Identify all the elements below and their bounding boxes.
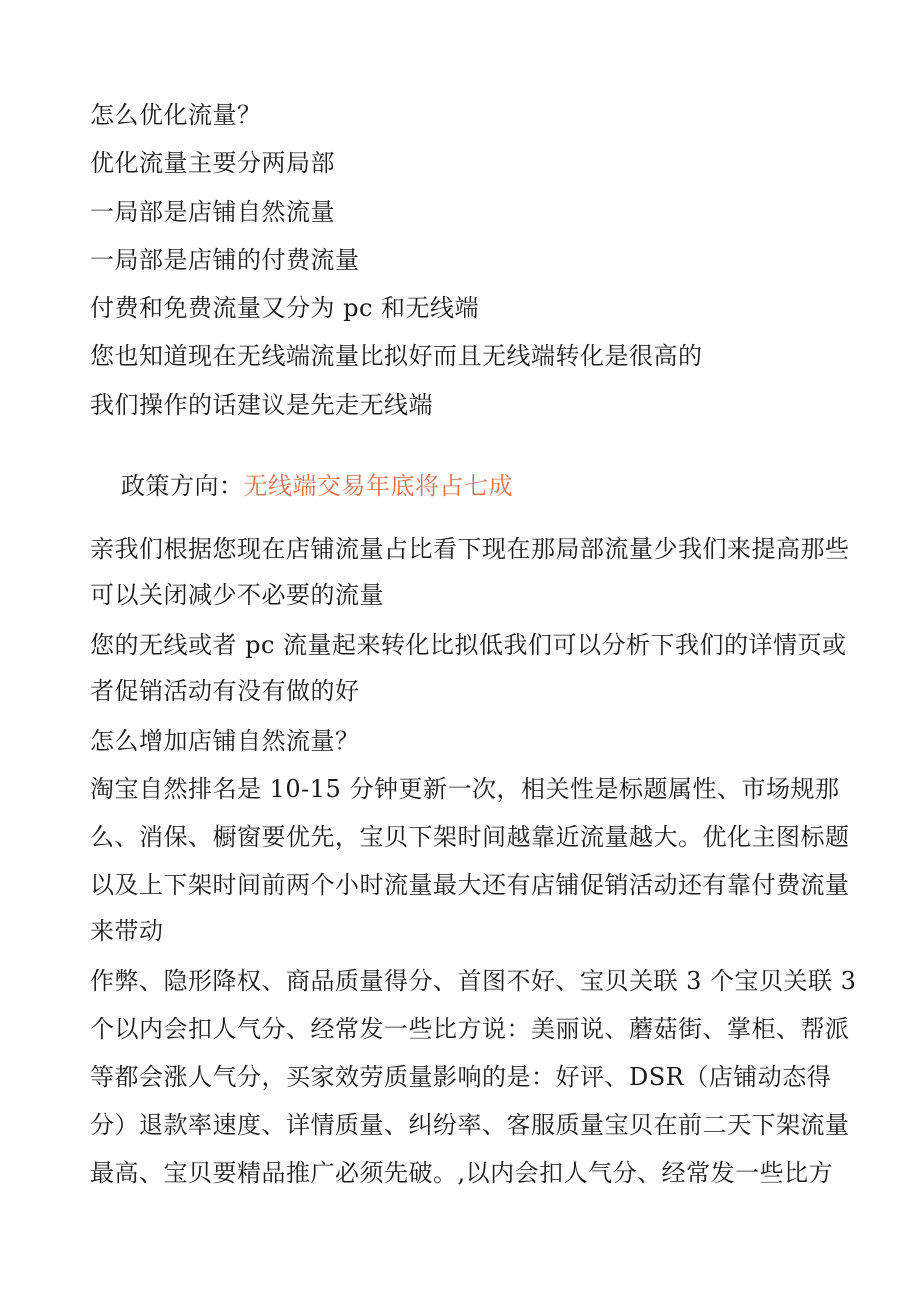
text-line: 我们操作的话建议是先走无线端 — [90, 391, 433, 419]
text-line: 个以内会扣人气分、经常发一些比方说：美丽说、蘑菇街、掌柜、帮派 — [90, 1015, 850, 1043]
text-line: 付费和免费流量又分为 pc 和无线端 — [90, 294, 480, 322]
policy-line — [121, 471, 513, 501]
text-line: 怎么优化流量？ — [90, 101, 262, 129]
text-line: 分）退款率速度、详情质量、纠纷率、客服质量宝贝在前二天下架流量 — [90, 1111, 850, 1139]
text-line: 您的无线或者 pc 流量起来转化比拟低我们可以分析下我们的详情页或 — [90, 631, 847, 659]
text-line: 淘宝自然排名是 10-15 分钟更新一次，相关性是标题属性、市场规那 — [90, 775, 840, 803]
text-line: 么、消保、橱窗要优先，宝贝下架时间越靠近流量越大。优化主图标题 — [90, 823, 850, 851]
text-line: 亲我们根据您现在店铺流量占比看下现在那局部流量少我们来提高那些 — [90, 535, 850, 563]
text-line: 一局部是店铺自然流量 — [90, 198, 335, 226]
text-line: 以及上下架时间前两个小时流量最大还有店铺促销活动还有靠付费流量 — [90, 871, 850, 899]
text-line: 者促销活动有没有做的好 — [90, 677, 360, 705]
text-line: 作弊、隐形降权、商品质量得分、首图不好、宝贝关联 3 个宝贝关联 3 — [90, 967, 857, 995]
text-line: 最高、宝贝要精品推广必须先破。,以内会扣人气分、经常发一些比方 — [90, 1159, 834, 1187]
policy-highlight: 无线端交易年底将占七成 — [243, 472, 513, 500]
text-line: 优化流量主要分两局部 — [90, 149, 335, 177]
text-line: 可以关闭减少不必要的流量 — [90, 581, 384, 609]
text-line: 您也知道现在无线端流量比拟好而且无线端转化是很高的 — [90, 342, 703, 370]
text-line: 一局部是店铺的付费流量 — [90, 246, 360, 274]
policy-label: 政策方向： — [121, 472, 244, 500]
text-line: 怎么增加店铺自然流量？ — [90, 727, 360, 755]
text-line: 来带动 — [90, 917, 164, 945]
text-line: 等都会涨人气分，买家效劳质量影响的是：好评、DSR（店铺动态得 — [90, 1063, 832, 1091]
